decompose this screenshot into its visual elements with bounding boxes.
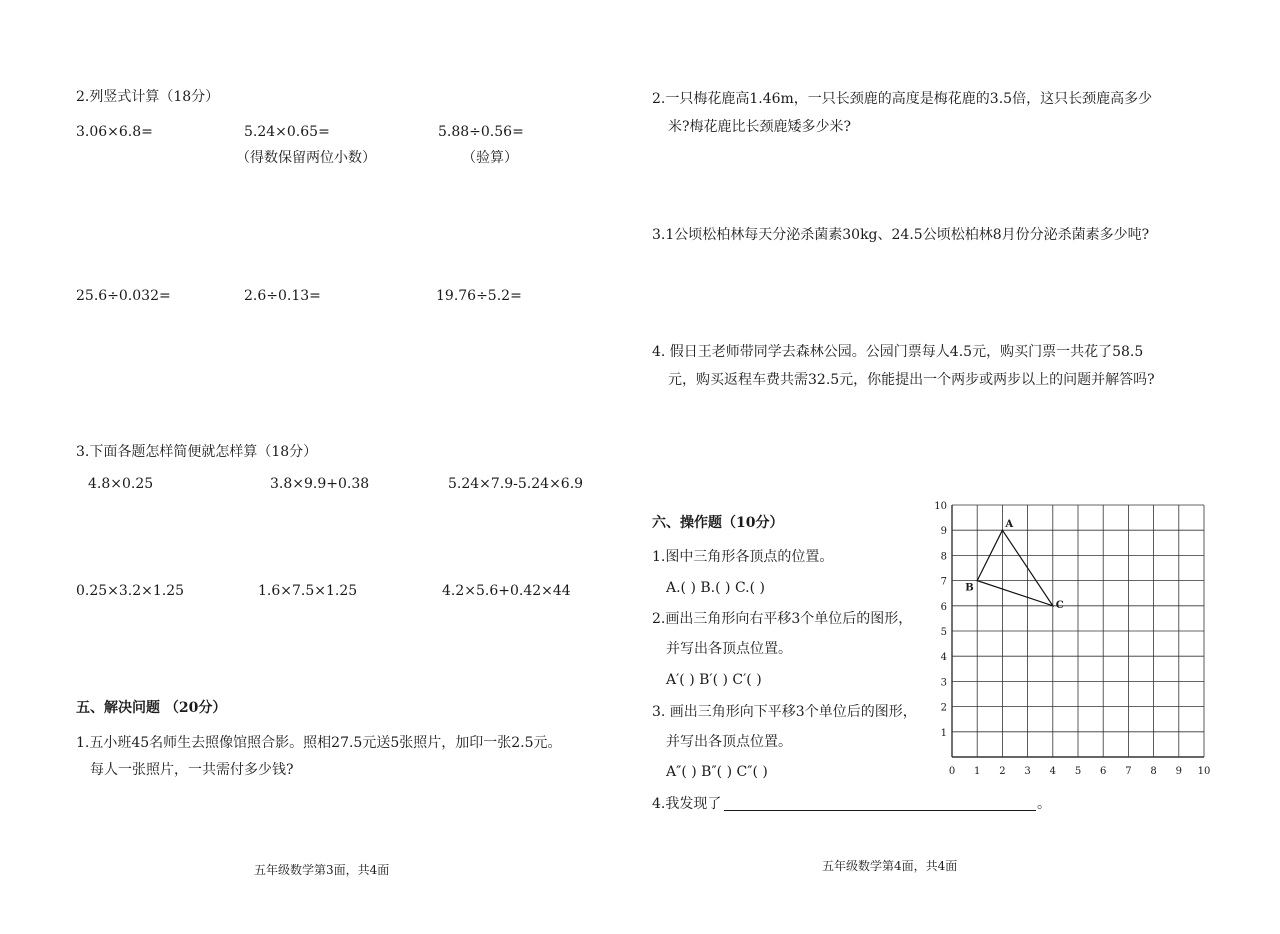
word-problem-4-line2: 元，购买返程车费共需32.5元，你能提出一个两步或两步以上的问题并解答吗? (668, 372, 1155, 388)
x-tick-label: 10 (1197, 766, 1211, 777)
word-problem-1-line2: 每人一张照片，一共需付多少钱? (90, 762, 294, 778)
y-tick-label: 7 (940, 576, 947, 588)
simplify-item: 3.8×9.9+0.38 (270, 476, 370, 492)
x-tick-label: 7 (1125, 766, 1132, 777)
y-tick-label: 8 (940, 551, 947, 563)
word-problem-3: 3.1公顷松柏林每天分泌杀菌素30kg、24.5公顷松柏林8月份分泌杀菌素多少吨? (652, 227, 1150, 243)
word-problem-2-line1: 2.一只梅花鹿高1.46m，一只长颈鹿的高度是梅花鹿的3.5倍，这只长颈鹿高多少 (652, 91, 1153, 107)
x-tick-label: 8 (1150, 766, 1157, 777)
y-tick-label: 4 (940, 652, 947, 664)
simplify-item: 1.6×7.5×1.25 (258, 583, 358, 599)
section-2-title: 2.列竖式计算（18分） (76, 89, 220, 105)
operation-2-answer: A′( ) B′( ) C′( ) (666, 672, 762, 688)
operation-4-end: 。 (1037, 796, 1051, 812)
y-tick-label: 2 (940, 702, 947, 714)
y-tick-label: 6 (940, 601, 947, 613)
operation-4: 4.我发现了 (652, 796, 722, 812)
y-tick-label: 9 (940, 526, 947, 538)
triangle-abc (977, 530, 1053, 606)
x-tick-label: 4 (1049, 766, 1056, 777)
calc-item: 25.6÷0.032= (76, 288, 171, 304)
simplify-item: 0.25×3.2×1.25 (76, 583, 185, 599)
page-footer-right: 五年级数学第4面，共4面 (822, 859, 958, 873)
answer-blank-line[interactable] (724, 810, 1036, 811)
calc-item: 2.6÷0.13= (244, 288, 321, 304)
y-tick-label: 1 (940, 727, 947, 739)
simplify-item: 4.2×5.6+0.42×44 (442, 583, 571, 599)
coordinate-grid[interactable] (934, 501, 1211, 780)
operation-3-line2: 并写出各顶点位置。 (666, 734, 792, 750)
word-problem-2-line2: 米?梅花鹿比长颈鹿矮多少米? (668, 119, 852, 135)
simplify-item: 4.8×0.25 (88, 476, 154, 492)
operation-3-answer: A″( ) B″( ) C″( ) (666, 764, 768, 780)
section-3-title: 3.下面各题怎样简便就怎样算（18分） (76, 444, 318, 460)
calc-item: 19.76÷5.2= (436, 288, 522, 304)
operation-1-answer: A.( ) B.( ) C.( ) (666, 580, 765, 596)
x-tick-label: 1 (974, 766, 981, 777)
y-tick-label: 10 (934, 501, 947, 512)
operation-2-line2: 并写出各顶点位置。 (666, 641, 792, 657)
x-tick-label: 3 (1024, 766, 1031, 777)
x-tick-label: 0 (948, 766, 956, 777)
operation-1: 1.图中三角形各顶点的位置。 (652, 549, 834, 565)
x-tick-label: 5 (1074, 766, 1082, 777)
x-tick-label: 6 (1100, 766, 1107, 777)
calc-note: （验算） (462, 150, 518, 166)
word-problem-4-line1: 4. 假日王老师带同学去森林公园。公园门票每人4.5元，购买门票一共花了58.5 (652, 344, 1144, 360)
vertex-label: C (1055, 599, 1064, 611)
word-problem-1-line1: 1.五小班45名师生去照像馆照合影。照相27.5元送5张照片，加印一张2.5元。 (76, 735, 562, 751)
operation-3-line1: 3. 画出三角形向下平移3个单位后的图形， (652, 704, 917, 720)
calc-item: 5.24×0.65= (244, 124, 330, 140)
vertex-label: B (965, 582, 974, 594)
page-footer-left: 五年级数学第3面，共4面 (254, 863, 390, 877)
operation-2-line1: 2.画出三角形向右平移3个单位后的图形， (652, 611, 913, 627)
x-tick-label: 9 (1175, 766, 1182, 777)
simplify-item: 5.24×7.9-5.24×6.9 (448, 476, 584, 492)
y-tick-label: 3 (940, 677, 947, 689)
calc-note: （得数保留两位小数） (236, 150, 376, 166)
x-tick-label: 2 (999, 766, 1006, 777)
vertex-label: A (1005, 519, 1014, 531)
section-6-title: 六、操作题（10分） (652, 515, 784, 531)
calc-item: 5.88÷0.56= (438, 124, 524, 140)
calc-item: 3.06×6.8= (76, 124, 153, 140)
section-5-title: 五、解决问题 （20分） (76, 700, 227, 716)
y-tick-label: 5 (940, 627, 947, 638)
